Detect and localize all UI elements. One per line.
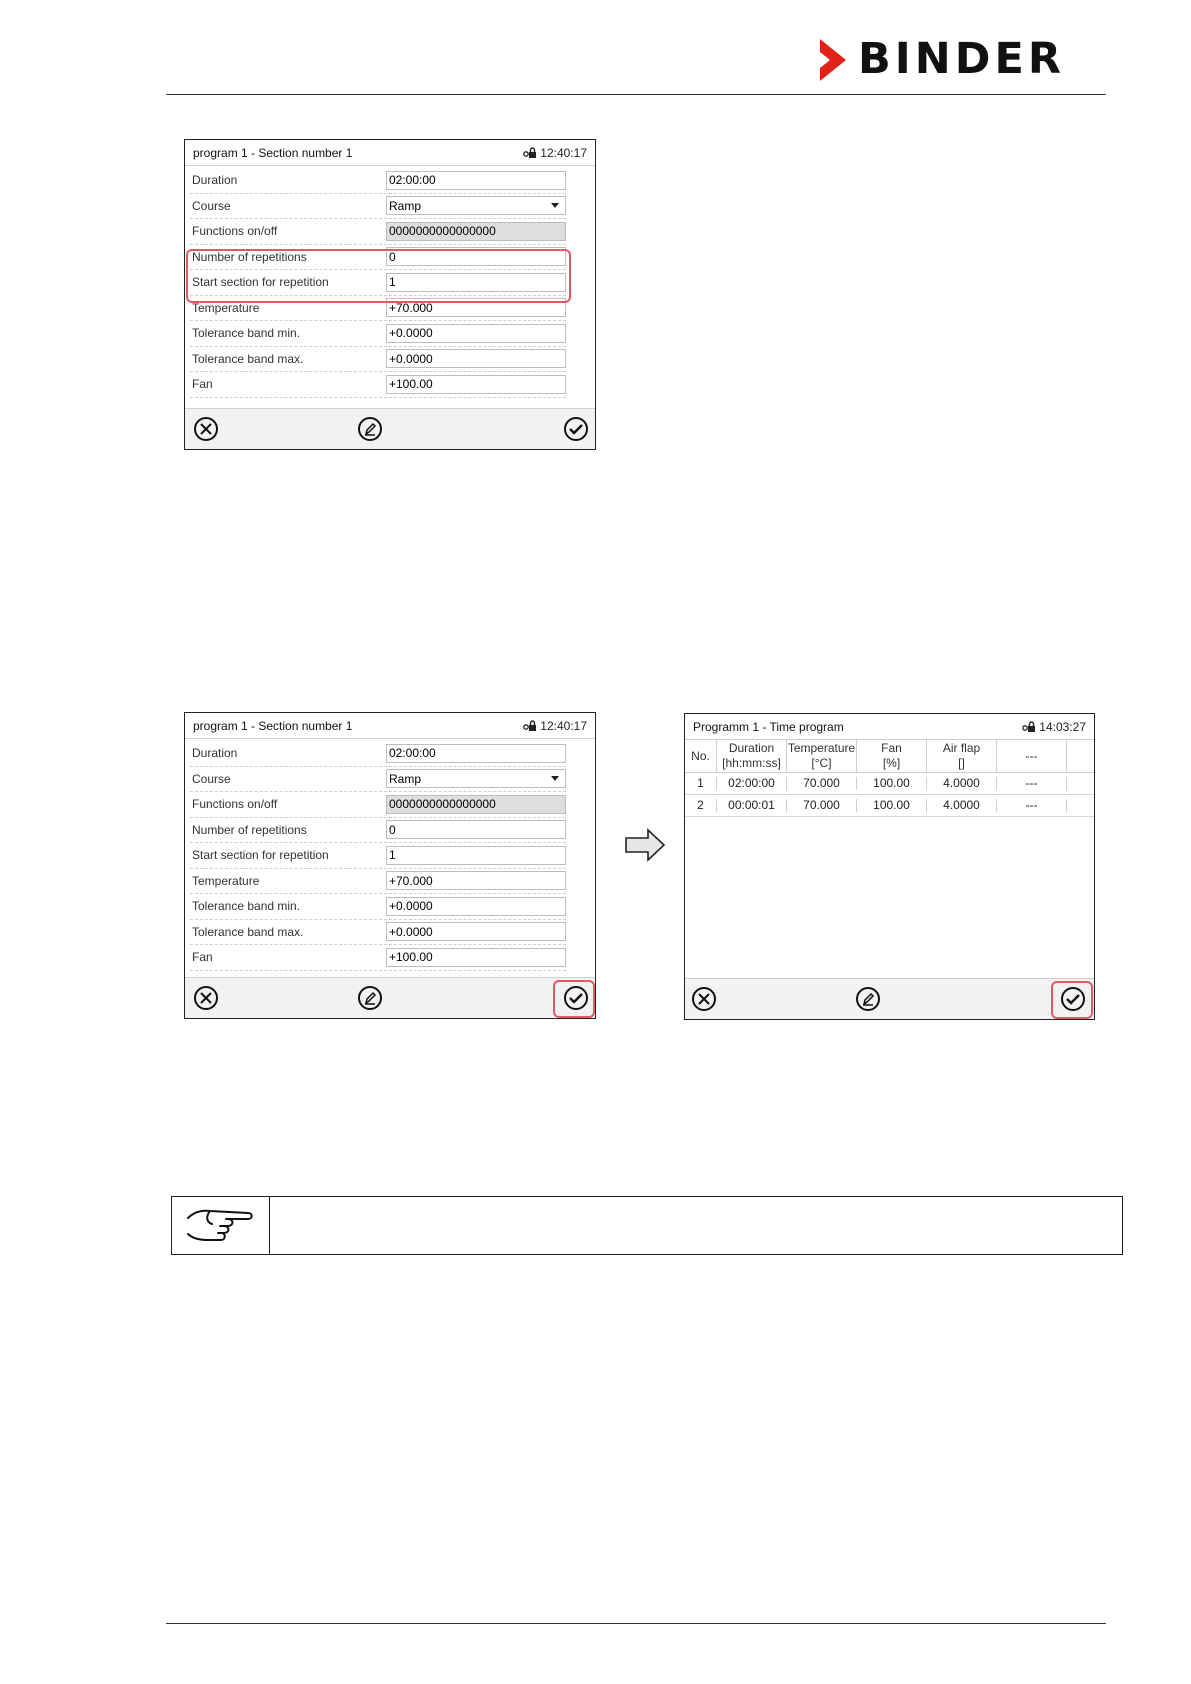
edit-button[interactable] [357, 416, 383, 442]
field-value: 1 [389, 275, 396, 290]
screen-footer [185, 977, 595, 1018]
field-label: Duration [192, 173, 238, 188]
field-label: Fan [192, 377, 213, 392]
field-value: 02:00:00 [389, 746, 436, 761]
highlight-confirm-button [1051, 981, 1093, 1019]
note-text [270, 1197, 1122, 1254]
field-value: +100.00 [389, 377, 433, 392]
field-input [386, 222, 566, 241]
pencil-icon [855, 986, 881, 1012]
field-label: Fan [192, 950, 213, 965]
field-row [190, 347, 566, 373]
screen-title: program 1 - Section number 1 [193, 718, 353, 733]
field-label: Tolerance band min. [192, 326, 301, 341]
table-body [685, 773, 1094, 817]
field-row [190, 843, 566, 869]
field-value: 02:00:00 [389, 173, 436, 188]
pencil-icon [357, 985, 383, 1011]
lock-key-icon [1022, 721, 1036, 733]
screen-footer [185, 408, 595, 449]
table-header [685, 740, 1094, 773]
field-value: 0 [389, 249, 396, 264]
column-unit: [hh:mm:ss] [722, 756, 781, 770]
screen-time [523, 719, 587, 733]
column-title: Air flap [942, 741, 981, 755]
field-input [386, 795, 566, 814]
column-title: No. [691, 748, 710, 763]
field-value: 1 [389, 848, 396, 863]
column-header [857, 740, 927, 772]
edit-button[interactable] [855, 986, 881, 1012]
screen-time [523, 146, 587, 160]
time-value: 12:40:17 [540, 145, 587, 160]
field-input[interactable] [386, 922, 566, 941]
column-title: Duration [728, 741, 775, 755]
field-input[interactable] [386, 820, 566, 839]
table-cell: 100.00 [857, 799, 927, 812]
field-value: +0.0000 [389, 351, 433, 366]
table-cell: 70.000 [787, 777, 857, 790]
field-value: +70.000 [389, 873, 433, 888]
lock-key-icon [523, 720, 537, 732]
time-value: 14:03:27 [1039, 719, 1086, 734]
course-select[interactable] [386, 769, 566, 788]
field-value: +70.000 [389, 300, 433, 315]
cancel-button[interactable] [193, 416, 219, 442]
field-input[interactable] [386, 744, 566, 763]
table-cell: 100.00 [857, 777, 927, 790]
column-header [927, 740, 997, 772]
field-row [190, 372, 566, 398]
column-title: Temperature [787, 741, 856, 755]
note-box [171, 1196, 1123, 1255]
highlight-repetition-fields [186, 249, 571, 303]
table-row[interactable] [685, 773, 1094, 795]
field-row [190, 869, 566, 895]
column-unit: [%] [882, 756, 901, 770]
edit-button[interactable] [357, 985, 383, 1011]
binder-logo-mark [818, 39, 848, 81]
field-label: Start section for repetition [192, 848, 329, 863]
lock-key-icon [523, 147, 537, 159]
field-label: Temperature [192, 873, 260, 888]
table-cell: 4.0000 [927, 799, 997, 812]
column-title: --- [1025, 748, 1038, 763]
field-label: Course [192, 771, 231, 786]
table-row[interactable] [685, 795, 1094, 817]
field-label: Tolerance band min. [192, 899, 301, 914]
section-edit-screen-2 [184, 712, 596, 1019]
field-value: 0 [389, 822, 396, 837]
time-program-table [685, 740, 1094, 817]
checkmark-icon [563, 416, 589, 442]
table-cell: 2 [685, 799, 717, 812]
table-cell: --- [997, 777, 1067, 790]
field-row [190, 767, 566, 793]
field-input[interactable] [386, 871, 566, 890]
field-row [190, 194, 566, 220]
field-input[interactable] [386, 349, 566, 368]
table-cell: 1 [685, 777, 717, 790]
table-cell: 02:00:00 [717, 777, 787, 790]
header-rule [166, 94, 1106, 95]
field-row [190, 792, 566, 818]
column-header [717, 740, 787, 772]
table-cell: --- [997, 799, 1067, 812]
field-label: Tolerance band max. [192, 924, 304, 939]
arrow-right-icon [624, 828, 666, 862]
field-label: Number of repetitions [192, 249, 307, 264]
dropdown-arrow-icon [551, 203, 559, 208]
column-title: Fan [881, 741, 902, 755]
time-program-screen [684, 713, 1095, 1020]
field-row [190, 321, 566, 347]
field-value: Ramp [389, 771, 422, 786]
field-row [190, 945, 566, 971]
field-list [190, 741, 566, 971]
field-value: 0000000000000000 [389, 797, 496, 812]
confirm-button[interactable] [563, 416, 589, 442]
field-label: Functions on/off [192, 224, 278, 239]
field-input[interactable] [386, 375, 566, 394]
field-label: Number of repetitions [192, 822, 307, 837]
field-label: Temperature [192, 300, 260, 315]
field-label: Functions on/off [192, 797, 278, 812]
field-input[interactable] [386, 897, 566, 916]
screen-footer [685, 978, 1094, 1019]
field-value: Ramp [389, 198, 422, 213]
column-header [685, 740, 717, 772]
field-value: 0000000000000000 [389, 224, 496, 239]
footer-rule [166, 1623, 1106, 1624]
cancel-icon [193, 985, 219, 1011]
field-row [190, 219, 566, 245]
field-value: +0.0000 [389, 924, 433, 939]
course-select[interactable] [386, 196, 566, 215]
section-edit-screen-1 [184, 139, 596, 450]
binder-logo-text: BINDER [858, 34, 1065, 84]
dropdown-arrow-icon [551, 776, 559, 781]
screen-title: program 1 - Section number 1 [193, 145, 353, 160]
field-row [190, 818, 566, 844]
pencil-icon [357, 416, 383, 442]
table-cell: 4.0000 [927, 777, 997, 790]
field-label: Tolerance band max. [192, 351, 304, 366]
field-label: Duration [192, 746, 238, 761]
field-row [190, 168, 566, 194]
field-input[interactable] [386, 171, 566, 190]
field-value: +0.0000 [389, 899, 433, 914]
table-cell: 70.000 [787, 799, 857, 812]
table-cell: 00:00:01 [717, 799, 787, 812]
field-row [190, 920, 566, 946]
cancel-button[interactable] [691, 986, 717, 1012]
pointing-hand-icon [184, 1204, 258, 1248]
time-value: 12:40:17 [540, 718, 587, 733]
note-icon-cell [172, 1197, 270, 1254]
field-label: Start section for repetition [192, 275, 329, 290]
field-row [190, 894, 566, 920]
highlight-confirm-button [553, 980, 595, 1018]
screen-title: Programm 1 - Time program [693, 719, 844, 734]
field-input[interactable] [386, 324, 566, 343]
column-header [787, 740, 857, 772]
field-value: +0.0000 [389, 326, 433, 341]
field-value: +100.00 [389, 950, 433, 965]
screen-header [685, 714, 1094, 740]
column-header [997, 740, 1067, 772]
field-input[interactable] [386, 948, 566, 967]
field-row [190, 741, 566, 767]
screen-time [1022, 720, 1086, 734]
column-unit: [] [958, 756, 965, 770]
screen-header [185, 713, 595, 739]
cancel-button[interactable] [193, 985, 219, 1011]
cancel-icon [193, 416, 219, 442]
screen-header [185, 140, 595, 166]
binder-logo [818, 34, 1065, 84]
cancel-icon [691, 986, 717, 1012]
field-input[interactable] [386, 846, 566, 865]
field-label: Course [192, 198, 231, 213]
column-unit: [°C] [811, 756, 832, 770]
